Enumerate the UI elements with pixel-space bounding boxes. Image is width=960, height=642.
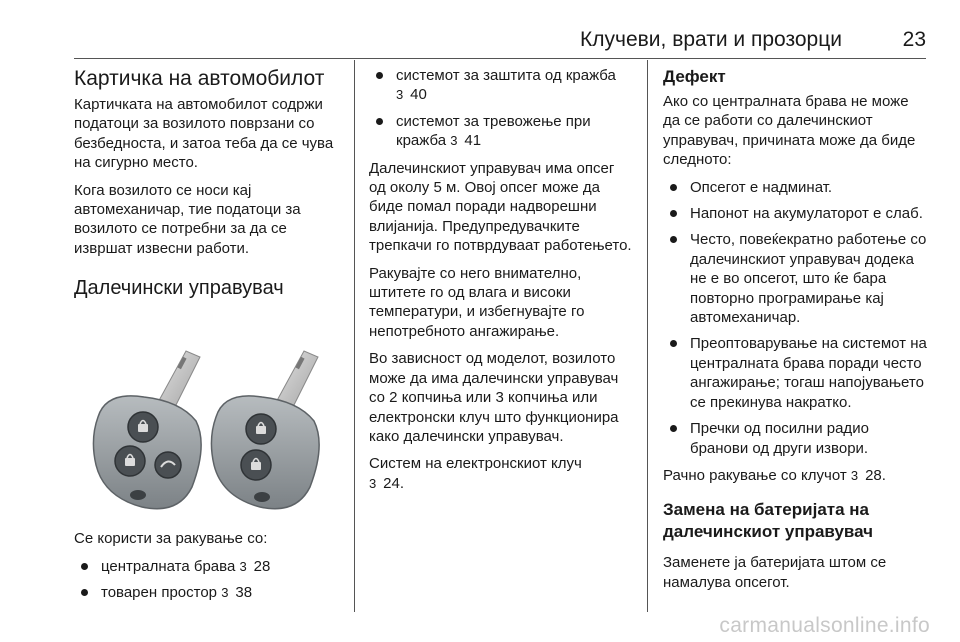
paragraph: Рачно ракување со клучот 3 28. bbox=[663, 466, 886, 484]
paragraph: Ако со централната брава не може да се работи со далечинскиот управувач, причината може да биде следното: bbox=[663, 93, 916, 169]
section-heading-fault: Дефект bbox=[663, 67, 726, 86]
section-heading-vehicle-card: Картичка на автомобилот bbox=[74, 67, 325, 90]
column-divider bbox=[647, 60, 648, 612]
paragraph: Се користи за ракување со: bbox=[74, 530, 268, 548]
column-3 bbox=[663, 66, 929, 600]
column-divider bbox=[354, 60, 355, 612]
chapter-title: Клучеви, врати и прозорци bbox=[580, 28, 842, 51]
paragraph: Заменете ја батеријата штом се намалува опсегот. bbox=[663, 554, 887, 591]
page-reference-link[interactable]: 24. bbox=[383, 474, 405, 492]
page-header bbox=[74, 28, 926, 60]
column-1 bbox=[74, 66, 342, 610]
page-reference-link[interactable]: 28. bbox=[865, 466, 886, 484]
list-item: товарен простор 3 38 bbox=[74, 583, 342, 602]
page-reference-link[interactable]: 41 bbox=[464, 132, 482, 150]
list-item: системот за заштита од кражба 3 40 bbox=[369, 66, 635, 105]
page-reference-icon: 3 bbox=[369, 475, 377, 491]
list-item: Често, повеќекратно работење со далечинскиот управувач додека не е во опсегот, што ќе бара повторно програмирање кај автомеханичар. bbox=[663, 230, 929, 327]
paragraph: Во зависност од моделот, возилото може да има далечински управувач со 2 копчиња или 3 копчиња или електронски клуч што функционира како далечински управувач. bbox=[369, 350, 619, 445]
usage-list-continued bbox=[369, 66, 635, 151]
page-reference-icon: 3 bbox=[850, 467, 859, 483]
section-heading-remote-control: Далечински управувач bbox=[74, 277, 284, 300]
list-item: системот за тревожење при кражба 3 41 bbox=[369, 112, 635, 151]
usage-list bbox=[74, 557, 342, 603]
list-item: Пречки од посилни радио бранови од други извори. bbox=[663, 419, 929, 458]
section-heading-battery-replacement: Замена на батеријата на далечинскиот управувач bbox=[663, 500, 874, 542]
watermark: carmanualsonline.info bbox=[719, 614, 930, 637]
list-item: Опсегот е надминат. bbox=[663, 178, 929, 197]
paragraph: Ракувајте со него внимателно, штитете го од влага и високи температури, и избегнувајте го непотребното ангажирање. bbox=[369, 264, 585, 340]
page-reference-icon: 3 bbox=[450, 133, 458, 149]
page-reference-link[interactable]: 38 bbox=[235, 584, 253, 602]
page-reference-icon: 3 bbox=[396, 87, 404, 103]
remote-keys-figure bbox=[74, 317, 342, 515]
page-reference-icon: 3 bbox=[239, 558, 247, 574]
paragraph: Картичката на автомобилот содржи податоци за возилото поврзани со безбедноста, и затоа теба да се чува на сигурно место. bbox=[74, 96, 334, 172]
list-item: Напонот на акумулаторот е слаб. bbox=[663, 204, 929, 223]
paragraph: Систем на електронскиот клуч 3 24. bbox=[369, 455, 582, 492]
fault-causes-list bbox=[663, 178, 929, 458]
remote-keys-icon bbox=[74, 317, 342, 515]
list-item: Преоптоварување на системот на централната брава поради често ангажирање; тогаш напојувањето се прекинува накратко. bbox=[663, 334, 929, 412]
column-2 bbox=[369, 66, 635, 501]
paragraph: Кога возилото се носи кај автомеханичар, тие податоци за возилото се потребни за да се извршат извесни работи. bbox=[74, 181, 301, 257]
page-number: 23 bbox=[902, 28, 926, 51]
page-reference-link[interactable]: 28 bbox=[253, 557, 271, 575]
paragraph: Далечинскиот управувач има опсег од околу 5 м. Овој опсег може да биде помал поради надворешни влијанија. Предупредувачките трепкачи го потврдуваат работењето. bbox=[369, 159, 632, 255]
list-item: централната брава 3 28 bbox=[74, 557, 342, 576]
header-rule bbox=[74, 58, 926, 59]
page-reference-icon: 3 bbox=[221, 585, 229, 601]
page-reference-link[interactable]: 40 bbox=[410, 86, 427, 104]
